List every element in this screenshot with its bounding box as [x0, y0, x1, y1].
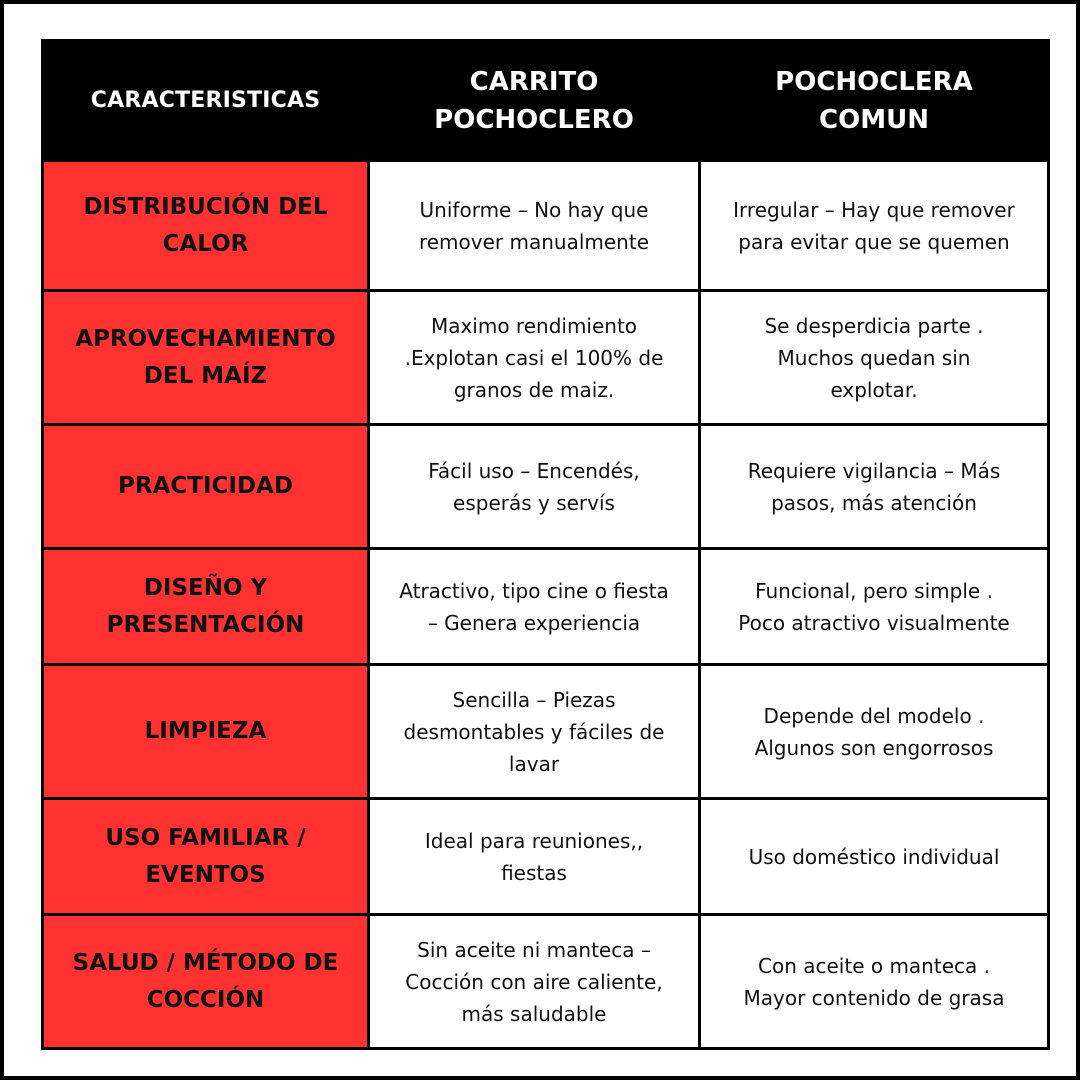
table-row: [43, 549, 1049, 665]
carrito-cell: Uniforme – No hay que remover manualmente: [369, 161, 700, 291]
table-row: [43, 291, 1049, 425]
comun-cell: Se desperdicia parte . Muchos quedan sin explotar.: [700, 291, 1049, 425]
feature-cell: LIMPIEZA: [43, 665, 369, 799]
comun-cell: Requiere vigilancia – Más pasos, más atención: [700, 425, 1049, 549]
carrito-cell: Fácil uso – Encendés, esperás y servís: [369, 425, 700, 549]
table-row: [43, 915, 1049, 1049]
table-row: [43, 161, 1049, 291]
table-row: [43, 665, 1049, 799]
carrito-cell: Atractivo, tipo cine o fiesta – Genera experiencia: [369, 549, 700, 665]
feature-cell: DISEÑO Y PRESENTACIÓN: [43, 549, 369, 665]
comun-cell: Funcional, pero simple . Poco atractivo visualmente: [700, 549, 1049, 665]
table-row: [43, 425, 1049, 549]
feature-cell: DISTRIBUCIÓN DEL CALOR: [43, 161, 369, 291]
feature-cell: USO FAMILIAR / EVENTOS: [43, 799, 369, 915]
header-caracteristicas: CARACTERISTICAS: [43, 41, 369, 161]
header-carrito-pochoclero: CARRITO POCHOCLERO: [369, 41, 700, 161]
table-row: [43, 799, 1049, 915]
feature-cell: SALUD / MÉTODO DE COCCIÓN: [43, 915, 369, 1049]
comun-cell: Depende del modelo . Algunos son engorrosos: [700, 665, 1049, 799]
carrito-cell: Ideal para reuniones,, fiestas: [369, 799, 700, 915]
comun-cell: Con aceite o manteca . Mayor contenido de grasa: [700, 915, 1049, 1049]
feature-cell: APROVECHAMIENTO DEL MAÍZ: [43, 291, 369, 425]
comun-cell: Irregular – Hay que remover para evitar que se quemen: [700, 161, 1049, 291]
comun-cell: Uso doméstico individual: [700, 799, 1049, 915]
carrito-cell: Sin aceite ni manteca – Cocción con aire caliente, más saludable: [369, 915, 700, 1049]
feature-cell: PRACTICIDAD: [43, 425, 369, 549]
header-pochoclera-comun: POCHOCLERA COMUN: [700, 41, 1049, 161]
carrito-cell: Sencilla – Piezas desmontables y fáciles de lavar: [369, 665, 700, 799]
carrito-cell: Maximo rendimiento .Explotan casi el 100% de granos de maiz.: [369, 291, 700, 425]
header-row: [43, 41, 1049, 161]
comparison-table: [41, 39, 1050, 1050]
